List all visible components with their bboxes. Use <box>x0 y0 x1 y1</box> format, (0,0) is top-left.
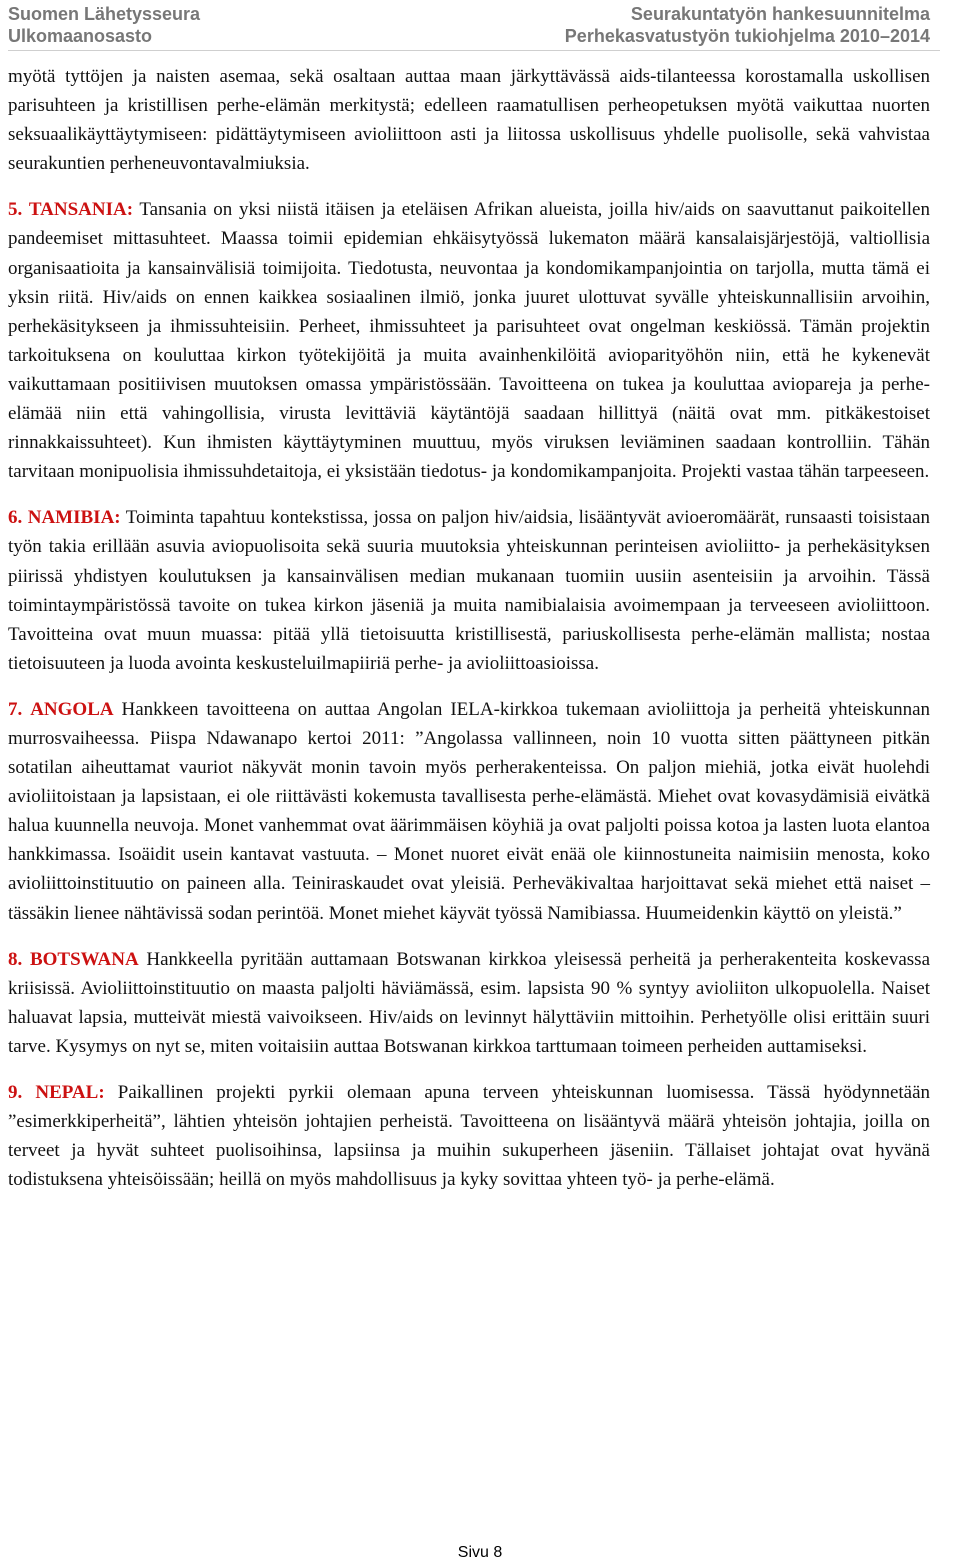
header-org-department: Ulkomaanosasto <box>8 26 153 46</box>
country-heading: TANSANIA: <box>28 199 134 221</box>
header-plan-subtitle: Perhekasvatustyön tukiohjelma 2010–2014 <box>564 26 930 46</box>
paragraph-nepal <box>8 1078 930 1194</box>
paragraph-text: Tansania on yksi niistä itäisen ja eteläisen Afrikan alueista, joilla hiv/aids on saavuttanut paikoitellen pandeemiset mittasuhteet. Maassa toimii epidemian ehkäisytyössä lukematon määrä kansalaisjärjestöjä, valtiollisia organisaatioita ja kansainvälisiä toimijoita. Tiedotusta, neuvontaa ja kondomikampanjointia on tarjolla, mutta tämä ei yksin riitä. Hiv/aids on ennen kaikkea sosiaalinen ilmiö, jonka juuret ulottuvat syvälle yhteiskunnallisiin arvoihin, perhekäsitykseen ja ihmissuhteisiin. Perheet, ihmissuhteet ja parisuhteet ovat ongelman keskiössä. Tämän projektin tarkoituksena on kouluttaa kirkon työtekijöitä ja muita avainhenkilöitä avioparityöhön niin, että he kykenevät vaikuttamaan positiivisen muutoksen omassa ympäristössään. Tavoitteena on tukea ja kouluttaa aviopareja ja perhe-elämää niin että vahingollisia, virusta levittäviä käytäntöjä saadaan hillittyä (näitä ovat mm. pitkäkestoiset rinnakkaissuhteet). Kun ihmisten käyttäytyminen muuttuu, myös viruksen leviäminen saadaan kontrolliin. Tähän tarvitaan monipuolisia ihmissuhdetaitoja, ei yksistään tiedotus- ja kondomikampanjoita. Projekti vastaa tähän tarpeeseen. <box>8 199 930 483</box>
paragraph-namibia <box>8 503 930 678</box>
paragraph-text: myötä tyttöjen ja naisten asemaa, sekä osaltaan auttaa maan järkyttävässä aids-tilanteessa korostamalla uskollisen parisuhteen ja kristillisen perhe-elämän merkitystä; edelleen raamatullisen perheopetuksen myötä vaikuttaa nuorten seksuaalikäyttäytymiseen: pidättäytymiseen avioliittoon asti ja liitossa uskollisuus yhdelle puolisolle, sekä vahvistaa seurakuntien perheneuvontavalmiuksia. <box>8 66 930 175</box>
header-divider <box>8 50 940 51</box>
paragraph-text: Paikallinen projekti pyrkii olemaan apuna terveen yhteiskunnan luomisessa. Tässä hyödynnetään ”esimerkkiperheitä”, lähtien yhteisön johtajien perheistä. Tavoitteena on lisääntyvä määrä yhteisön johtajia, joilla on terveet ja hyvät suhteet puolisoihinsa, lapsiinsa ja muihin sukuperheen jäseniin. Tällaiset johtajat ovat hyvänä todistuksena yhteisöissään; heillä on myös mahdollisuus ja kyky sovittaa yhteen työ- ja perhe-elämä. <box>8 1082 931 1191</box>
paragraph-text: Toiminta tapahtuu kontekstissa, jossa on paljon hiv/aidsia, lisääntyvät avioeromäärät, runsaasti toisistaan työn takia erillään asuvia aviopuolisoita sekä suuria muutoksia yhteiskunnan perinteisen avioliitto- ja perhekäsityksen piirissä yhdistyen koulutuksen ja kansainvälisen median mukanaan tuomiin uusiin asenteisiin ja arvoihin. Tässä toimintaympäristössä tavoite on tukea kirkon jäseniä ja muita namibialaisia avoimempaan ja terveeseen avioliittoon. Tavoitteina ovat muun muassa: pitää yllä tietoisuutta kristillisestä, pariuskollisesta perhe-elämän mallista; nostaa tietoisuuteen ja luoda avointa keskusteluilmapiiriä perhe- ja avioliittoasioissa. <box>8 507 931 674</box>
section-number: 9. <box>8 1082 23 1103</box>
section-number: 7. <box>8 698 23 720</box>
section-number: 6. <box>8 507 23 529</box>
header-plan-title: Seurakuntatyön hankesuunnitelma <box>630 4 930 24</box>
section-number: 8. <box>8 948 23 970</box>
paragraph-angola <box>8 695 930 928</box>
country-heading: BOTSWANA <box>29 948 139 970</box>
page-number: Sivu 8 <box>457 1544 503 1561</box>
paragraph-botswana <box>8 945 930 1061</box>
country-heading: NEPAL: <box>35 1082 105 1103</box>
header-plan <box>565 3 930 47</box>
country-heading: NAMIBIA: <box>27 507 121 529</box>
country-heading: ANGOLA <box>30 698 114 720</box>
paragraph-text: Hankkeella pyritään auttamaan Botswanan kirkkoa yleisessä perheitä ja perherakenteita koskevassa kriisissä. Avioliittoinstituutio on maasta paljolti häviämässä, esim. lapsista 90 % syntyy avioliiton ulkopuolella. Naiset haluavat lapsia, mutteivät miestä vaivoikseen. Hiv/aids on levinnyt hälyttäviin mittoihin. Perhetyölle olisi erittäin suuri tarve. Kysymys on nyt se, miten voitaisiin auttaa Botswanan kirkkoa tarttumaan toimeen perheiden auttamiseksi. <box>8 948 931 1057</box>
document-body <box>8 62 930 1211</box>
paragraph-tansania <box>8 195 930 486</box>
header-org-name: Suomen Lähetysseura <box>8 4 201 24</box>
paragraph-intro-continuation <box>8 62 930 178</box>
page-header <box>0 0 960 46</box>
section-number: 5. <box>8 199 23 221</box>
header-organization <box>8 3 200 47</box>
paragraph-text: Hankkeen tavoitteena on auttaa Angolan IELA-kirkkoa tukemaan avioliittoja ja perheitä yhteiskunnan murrosvaiheessa. Piispa Ndawanapo kertoi 2011: ”Angolassa vallinneen, noin 10 vuotta sitten päättyneen pitkän sotatilan aiheuttamat vauriot näkyvät monin tavoin myös perherakenteissa. On paljon miehiä, jotka eivät huolehdi avioliitoistaan ja lapsistaan, ei ole riittävästi kokemusta tavallisesta perhe-elämästä. Miehet ovat kovasydämisiä eivätkä halua kuunnella neuvoja. Monet vanhemmat ovat äärimmäisen köyhiä ja ovat paljolti poissa kotoa ja lasten luota elantoa hankkimassa. Isoäidit usein kantavat vastuuta. – Monet nuoret eivät enää ole kiinnostuneita naimisiin menosta, koko avioliittoinstituutio on paineen alla. Teiniraskaudet ovat yleisiä. Perheväkivaltaa harjoittavat sekä miehet että naiset – tässäkin lienee nähtävissä sodan perintöä. Monet miehet käyvät työssä Namibiassa. Huumeidenkin käyttö on yleistä.” <box>8 698 931 924</box>
